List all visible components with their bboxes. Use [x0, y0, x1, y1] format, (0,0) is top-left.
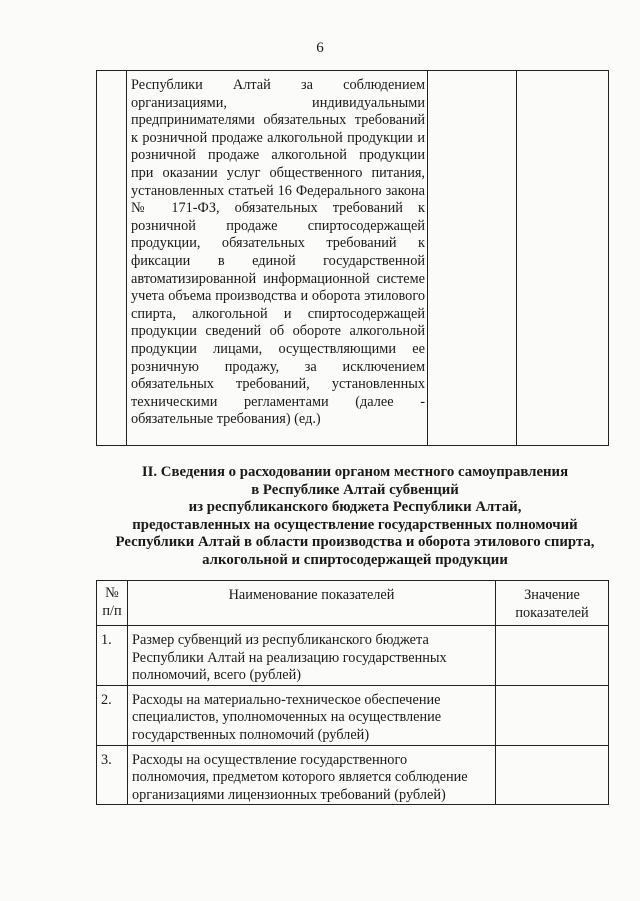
row-indicator: [128, 685, 496, 745]
row-line: организациями лицензионных требований (рублей): [132, 786, 446, 803]
header-value-line: Значение: [524, 587, 580, 603]
heading-line: алкогольной и спиртосодержащей продукции: [202, 551, 508, 568]
section-heading: [100, 464, 610, 570]
table-row: [97, 745, 609, 805]
heading-line: из республиканского бюджета Республики Алтай,: [188, 499, 522, 516]
header-value: [496, 581, 609, 626]
heading-line: предоставленных на осуществление государственных полномочий: [132, 516, 578, 533]
row-line: полномочий, всего (рублей): [132, 667, 301, 684]
row-line: Расходы на осуществление государственного: [132, 751, 408, 768]
row-indicator: [128, 745, 496, 805]
indicator-name-cell: [127, 71, 428, 446]
row-value: [496, 685, 609, 745]
row-line: специалистов, уполномоченных на осуществление: [132, 709, 442, 726]
table-row: [97, 71, 609, 446]
row-number: 1.: [97, 626, 128, 686]
row-line: Расходы на материально-техническое обеспечение: [132, 691, 441, 708]
header-number-line: п/п: [102, 602, 122, 619]
row-value: [496, 745, 609, 805]
row-number: 3.: [97, 745, 128, 805]
header-number-line: №: [105, 585, 119, 601]
number-cell: [97, 71, 127, 446]
heading-line: II. Сведения о расходовании органом местного самоуправления: [141, 464, 569, 480]
indicators-table: [96, 580, 609, 805]
header-number: [97, 581, 128, 626]
header-name: Наименование показателей: [128, 581, 496, 626]
table-row: [97, 626, 609, 686]
table-row: [97, 685, 609, 745]
row-line: Республики Алтай на реализацию государственных: [132, 649, 447, 666]
row-value: [496, 626, 609, 686]
row-line: Размер субвенций из республиканского бюджета: [132, 632, 429, 648]
row-line: государственных полномочий (рублей): [132, 726, 370, 743]
value-cell: [517, 71, 609, 446]
table-header-row: [97, 581, 609, 626]
page-number: 6: [316, 40, 324, 56]
row-number: 2.: [97, 685, 128, 745]
header-value-line: показателей: [515, 604, 589, 621]
indicator-text: Республики Алтай за соблюдением организациями, индивидуальными предпринимателями обязательных требований к розничной продаже алкогольной продукции и розничной продаже алкогольной продукции при оказании услуг общественного питания, установленных статьей 16 Федерального закона № 171-ФЗ, обязательных требований к розничной продаже спиртосодержащей продукции, обязательных требований к фиксации в единой государственной автоматизированной информационной системе учета объема производства и оборота этилового спирта, алкогольной и спиртосодержащей продукции сведений об обороте алкогольной продукции лицами, осуществляющими ее розничную продажу, за исключением обязательных требований, установленных техническими регламентами (далее - обязательные требования) (ед.): [131, 77, 425, 428]
heading-line: в Республике Алтай субвенций: [251, 481, 459, 498]
value-cell: [428, 71, 517, 446]
row-indicator: [128, 626, 496, 686]
continuation-table: [96, 70, 609, 446]
row-line: полномочия, предметом которого является соблюдение: [132, 769, 468, 786]
heading-line: Республики Алтай в области производства и оборота этилового спирта,: [115, 534, 595, 551]
